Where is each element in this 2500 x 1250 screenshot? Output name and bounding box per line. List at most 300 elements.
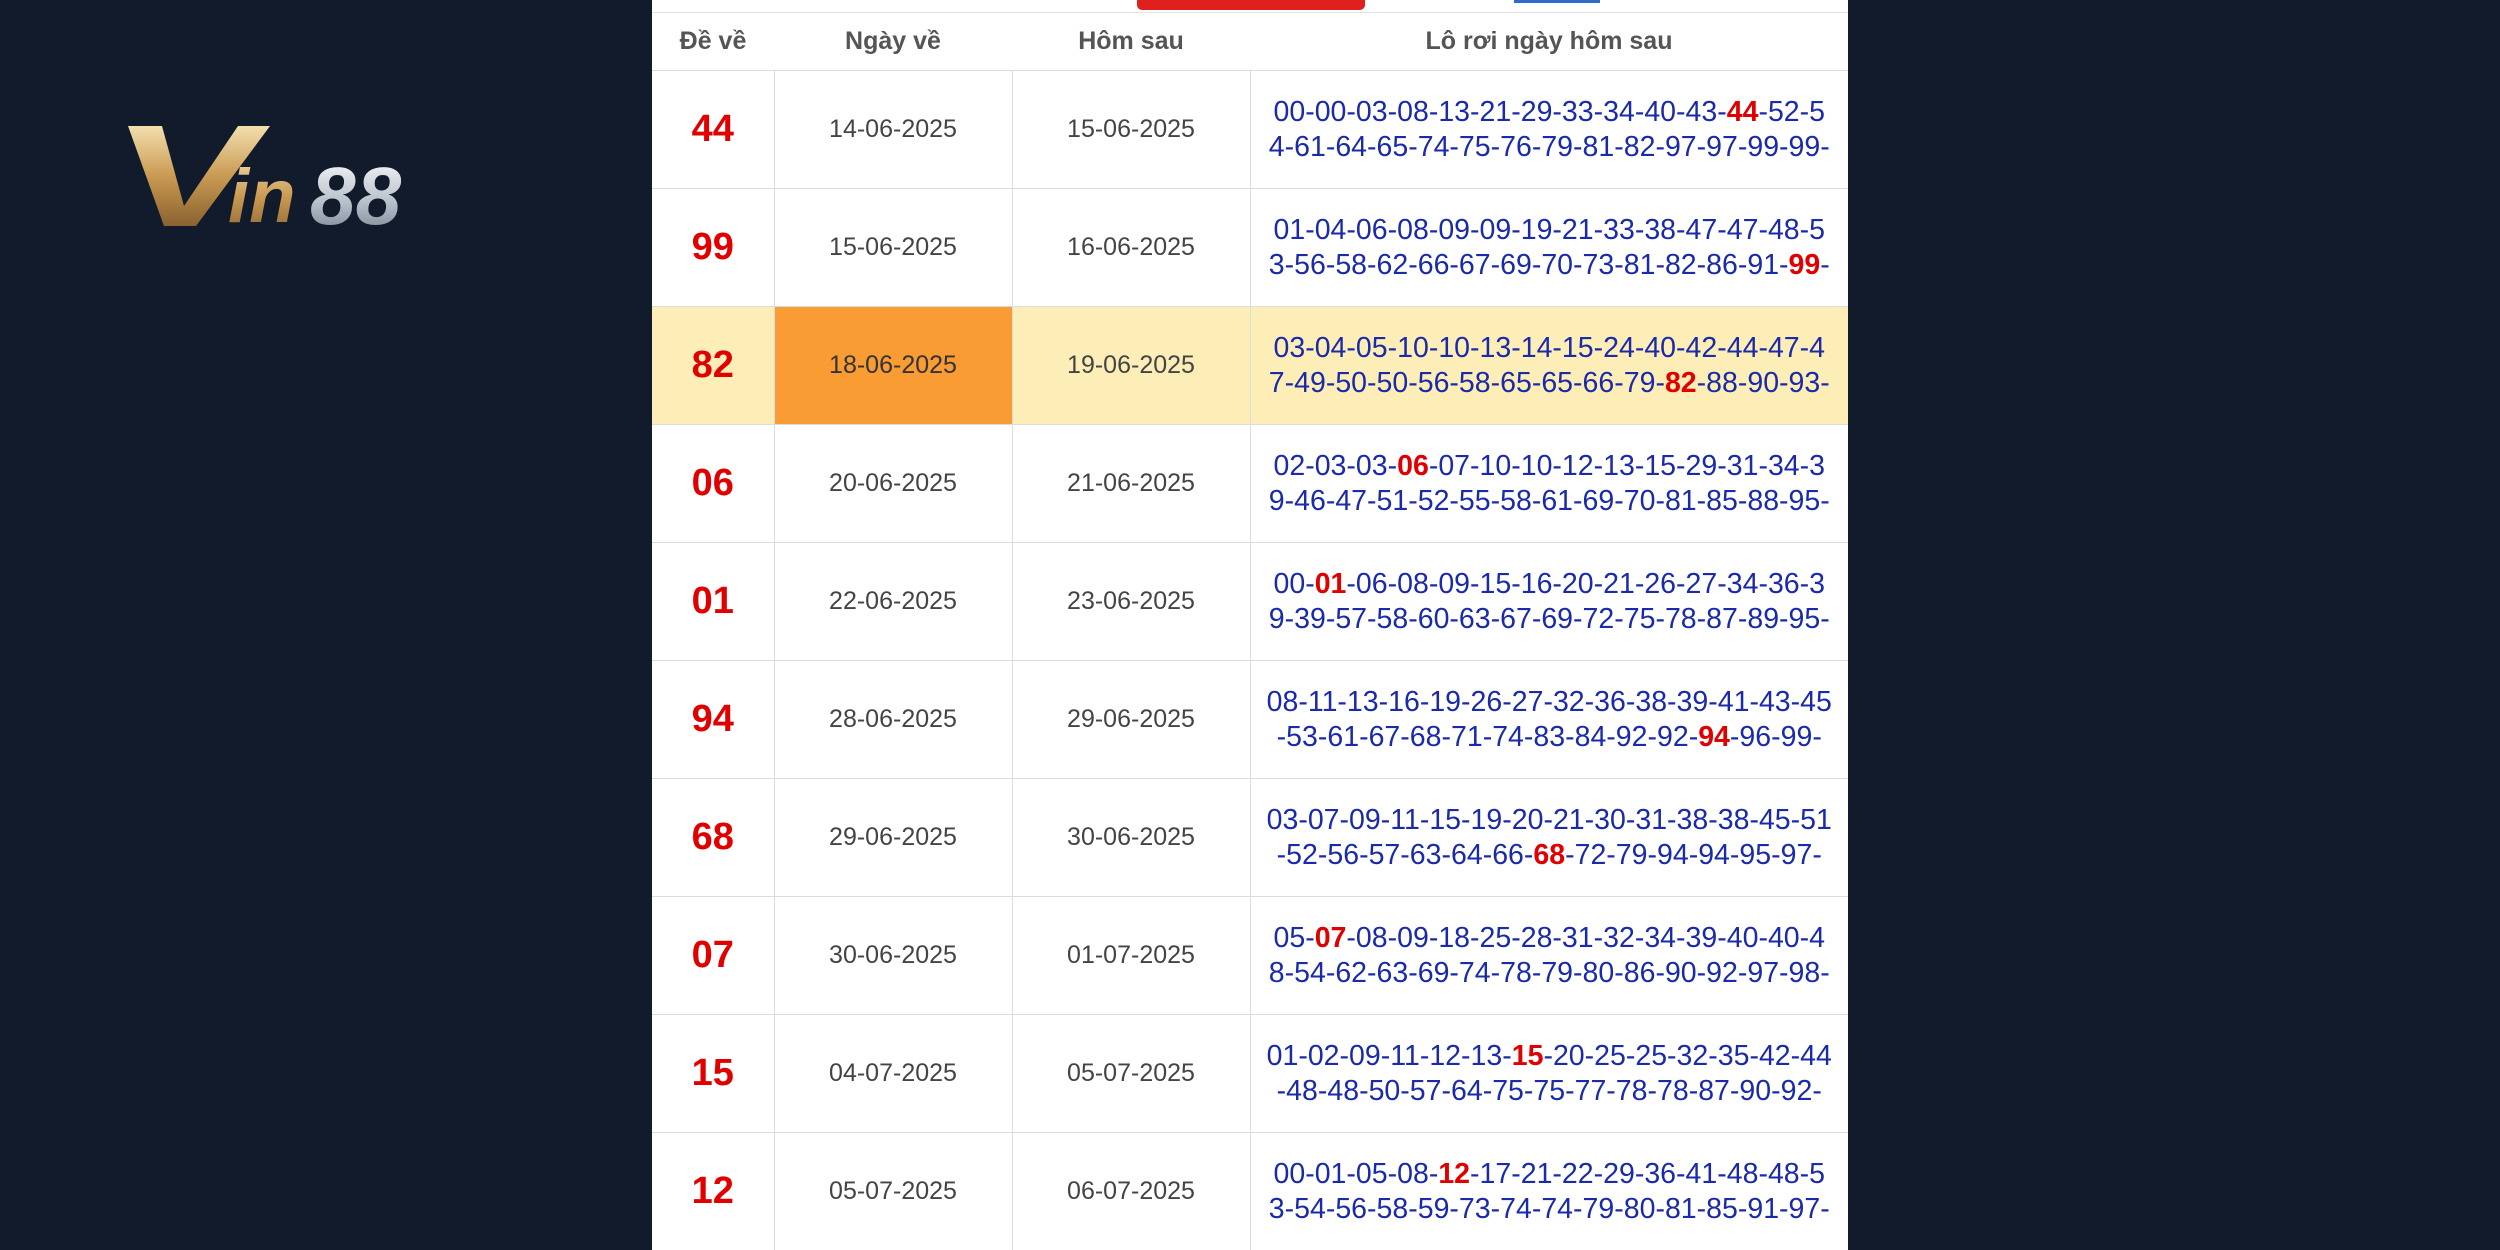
lo-number: 38 (1635, 685, 1668, 718)
lo-number: 90 (1664, 956, 1697, 989)
lo-number: 41 (1685, 1157, 1718, 1190)
lo-number: 81 (1623, 248, 1656, 281)
ngay-ve-date: 20-06-2025 (774, 425, 1012, 543)
lo-number: 57 (1335, 602, 1368, 635)
lo-number: 61 (1541, 484, 1574, 517)
lo-number: 45 (1758, 803, 1791, 836)
lo-number: 08 (1266, 685, 1299, 718)
lo-number: 29 (1685, 449, 1718, 482)
lo-number: 19 (1470, 803, 1503, 836)
lo-number: 03 (1273, 331, 1306, 364)
lo-number: 78 (1500, 956, 1532, 989)
lo-number: 67 (1458, 248, 1491, 281)
lo-number: 32 (1603, 921, 1635, 954)
lo-number: 27 (1685, 567, 1718, 600)
ngay-ve-date: 28-06-2025 (774, 661, 1012, 779)
lo-number: 10 (1397, 331, 1429, 364)
lo-number: 26 (1470, 685, 1503, 718)
lo-number: 34 (1767, 449, 1800, 482)
lo-number: 79 (1623, 366, 1656, 399)
lo-number: 34 (1603, 95, 1635, 128)
lo-number: 45 (1800, 685, 1832, 718)
de-ve-value: 68 (652, 779, 774, 897)
lo-number: 78 (1664, 602, 1697, 635)
lo-number: 35 (1717, 1039, 1750, 1072)
table-row (652, 897, 1848, 1015)
lo-number: 26 (1644, 567, 1677, 600)
lo-number: 08 (1397, 95, 1429, 128)
lo-number: 13 (1470, 1039, 1503, 1072)
lo-number: 39 (1268, 449, 1825, 517)
lo-number: 92 (1615, 720, 1648, 753)
lo-number-hit: 01 (1314, 567, 1347, 600)
lo-number: 79 (1541, 130, 1574, 163)
table-row (652, 1015, 1848, 1133)
lo-number: 50 (1368, 1074, 1401, 1107)
lo-number: 82 (1623, 130, 1656, 163)
lo-number: 15 (1644, 449, 1677, 482)
lo-number: 50 (1376, 366, 1409, 399)
hom-sau-date: 19-06-2025 (1012, 307, 1250, 425)
ngay-ve-date: 29-06-2025 (774, 779, 1012, 897)
lo-number: 09 (1349, 803, 1381, 836)
lo-number: 89 (1747, 602, 1780, 635)
lo-number: 85 (1706, 1192, 1738, 1225)
lo-number: 59 (1417, 1192, 1450, 1225)
lo-number: 71 (1450, 720, 1483, 753)
lo-number: 67 (1368, 720, 1401, 753)
lo-number: 92 (1706, 956, 1738, 989)
lo-number: 16 (1520, 567, 1553, 600)
lo-number: 69 (1582, 484, 1615, 517)
lottery-panel (652, 0, 1848, 1250)
lo-number: 51 (1800, 803, 1832, 836)
lo-number: 05 (1355, 331, 1388, 364)
lo-number: 79 (1541, 956, 1574, 989)
lo-number: 02 (1273, 449, 1306, 482)
lo-number: 80 (1623, 1192, 1656, 1225)
hom-sau-date: 15-06-2025 (1012, 71, 1250, 189)
lo-number: 70 (1623, 484, 1656, 517)
lo-number: 29 (1603, 1157, 1635, 1190)
lo-number-hit: 06 (1397, 449, 1429, 482)
lo-number: 21 (1479, 95, 1512, 128)
lo-number: 54 (1268, 95, 1825, 163)
hom-sau-date: 23-06-2025 (1012, 543, 1250, 661)
lo-number: 63 (1458, 602, 1491, 635)
lo-number: 31 (1635, 803, 1668, 836)
lo-number: 09 (1349, 1039, 1381, 1072)
de-ve-value: 12 (652, 1133, 774, 1250)
lo-number: 20 (1561, 567, 1594, 600)
lo-number: 84 (1574, 720, 1607, 753)
lo-number: 00 (1273, 95, 1306, 128)
lo-number: 99 (1747, 130, 1780, 163)
lo-number: 81 (1664, 484, 1697, 517)
lo-number: 52 (1286, 838, 1318, 871)
de-ve-value: 06 (652, 425, 774, 543)
lo-number: 65 (1541, 366, 1574, 399)
ngay-ve-date: 14-06-2025 (774, 71, 1012, 189)
lo-number: 81 (1664, 1192, 1697, 1225)
lo-roi-numbers: 03-07-09-11-15-19-20-21-30-31-38-38-45-51-52-56-57-63-64-66-68-72-79-94-94-95-97- (1250, 779, 1848, 897)
lo-number: 79 (1615, 838, 1648, 871)
lo-number: 92 (1657, 720, 1689, 753)
lo-number: 03 (1355, 95, 1388, 128)
lo-number: 32 (1676, 1039, 1709, 1072)
table-row (652, 661, 1848, 779)
lo-number: 07 (1307, 803, 1340, 836)
header-lo-roi: Lô rơi ngày hôm sau (1250, 13, 1848, 71)
lo-number: 50 (1335, 366, 1368, 399)
lo-number: 39 (1268, 567, 1825, 635)
lo-number: 36 (1767, 567, 1800, 600)
lo-number: 17 (1479, 1157, 1512, 1190)
lo-number: 49 (1294, 366, 1326, 399)
lo-number: 76 (1500, 130, 1532, 163)
lo-number: 47 (1335, 484, 1368, 517)
lo-number: 67 (1500, 602, 1532, 635)
top-tab-strip (652, 0, 1848, 12)
lo-number: 75 (1533, 1074, 1566, 1107)
lo-number: 78 (1657, 1074, 1689, 1107)
lo-number: 69 (1500, 248, 1532, 281)
lo-roi-numbers: 00-01-06-08-09-15-16-20-21-26-27-34-36-39-39-57-58-60-63-67-69-72-75-78-87-89-95- (1250, 543, 1848, 661)
lo-number: 70 (1541, 248, 1574, 281)
lo-number: 43 (1685, 95, 1718, 128)
lo-number: 42 (1758, 1039, 1791, 1072)
lo-number: 86 (1623, 956, 1656, 989)
ngay-ve-date: 05-07-2025 (774, 1133, 1012, 1250)
lo-number: 38 (1644, 213, 1677, 246)
lo-number: 00 (1273, 1157, 1306, 1190)
lo-number: 52 (1417, 484, 1450, 517)
lo-number-hit: 94 (1698, 720, 1730, 753)
lo-number-hit: 07 (1314, 921, 1347, 954)
lo-number: 32 (1552, 685, 1585, 718)
lo-number: 01 (1273, 213, 1306, 246)
lo-number-hit: 15 (1511, 1039, 1544, 1072)
table-row (652, 779, 1848, 897)
vin88-logo-letters-in: in (228, 154, 296, 238)
lo-number: 51 (1376, 484, 1409, 517)
lo-number: 79 (1582, 1192, 1615, 1225)
lo-number: 66 (1417, 248, 1450, 281)
lo-number: 63 (1409, 838, 1442, 871)
lo-number: 03 (1355, 449, 1388, 482)
lo-number: 08 (1355, 921, 1388, 954)
lo-number: 88 (1706, 366, 1738, 399)
lo-number: 34 (1644, 921, 1677, 954)
lo-roi-numbers: 00-01-05-08-12-17-21-22-29-36-41-48-48-53-54-56-58-59-73-74-74-79-80-81-85-91-97- (1250, 1133, 1848, 1250)
lo-number: 38 (1676, 803, 1709, 836)
lo-number: 73 (1458, 1192, 1491, 1225)
lo-number: 21 (1561, 213, 1594, 246)
lo-number: 58 (1335, 248, 1368, 281)
table-row (652, 543, 1848, 661)
lo-number: 61 (1327, 720, 1360, 753)
lo-number: 18 (1438, 921, 1471, 954)
de-ve-value: 15 (652, 1015, 774, 1133)
lo-number: 57 (1409, 1074, 1442, 1107)
lo-number: 55 (1458, 484, 1491, 517)
lo-number: 36 (1594, 685, 1626, 718)
lo-roi-numbers: 01-02-09-11-12-13-15-20-25-25-32-35-42-44-48-48-50-57-64-75-75-77-78-78-87-90-92- (1250, 1015, 1848, 1133)
de-ve-value: 94 (652, 661, 774, 779)
lo-number: 58 (1376, 602, 1409, 635)
de-ve-value: 99 (652, 189, 774, 307)
lo-number: 74 (1458, 956, 1491, 989)
lo-number: 82 (1664, 248, 1697, 281)
lo-number: 39 (1294, 602, 1326, 635)
lo-number: 12 (1429, 1039, 1462, 1072)
lo-number: 00 (1314, 95, 1347, 128)
lo-number: 04 (1314, 213, 1347, 246)
lo-number: 14 (1520, 331, 1553, 364)
lo-number: 13 (1438, 95, 1471, 128)
lo-number: 08 (1397, 213, 1429, 246)
lo-number: 88 (1747, 484, 1780, 517)
vin88-logo-digits: 88 (310, 151, 402, 238)
lo-number: 20 (1552, 1039, 1585, 1072)
lo-number: 54 (1294, 1192, 1326, 1225)
lo-number: 53 (1268, 1157, 1825, 1225)
lo-number: 08 (1397, 1157, 1429, 1190)
lo-number: 62 (1335, 956, 1368, 989)
lo-number: 06 (1355, 567, 1388, 600)
lo-number: 42 (1685, 331, 1718, 364)
lo-number: 69 (1417, 956, 1450, 989)
lo-number: 97 (1747, 956, 1780, 989)
lo-number: 01 (1314, 1157, 1347, 1190)
hom-sau-date: 30-06-2025 (1012, 779, 1250, 897)
lo-roi-numbers: 00-00-03-08-13-21-29-33-34-40-43-44-52-54-61-64-65-74-75-76-79-81-82-97-97-99-99- (1250, 71, 1848, 189)
lo-number: 41 (1717, 685, 1750, 718)
ngay-ve-date: 22-06-2025 (774, 543, 1012, 661)
lo-number: 09 (1479, 213, 1512, 246)
lo-number: 04 (1314, 331, 1347, 364)
lo-number: 85 (1706, 484, 1738, 517)
lo-number: 16 (1388, 685, 1420, 718)
ngay-ve-date: 30-06-2025 (774, 897, 1012, 1015)
lo-number: 80 (1582, 956, 1615, 989)
lo-number: 40 (1726, 921, 1759, 954)
lo-number: 61 (1294, 130, 1326, 163)
de-ve-value: 44 (652, 71, 774, 189)
table-row (652, 71, 1848, 189)
lo-number: 74 (1500, 1192, 1532, 1225)
lo-number: 11 (1390, 803, 1420, 836)
lo-number: 10 (1520, 449, 1553, 482)
lo-number: 74 (1541, 1192, 1574, 1225)
header-ngay-ve: Ngày về (774, 13, 1012, 71)
lo-number: 46 (1294, 484, 1326, 517)
lo-number: 09 (1438, 567, 1471, 600)
hom-sau-date: 29-06-2025 (1012, 661, 1250, 779)
lo-number: 97 (1664, 130, 1697, 163)
header-de-ve: Đề về (652, 13, 774, 71)
lo-roi-numbers: 05-07-08-09-18-25-28-31-32-34-39-40-40-48-54-62-63-69-74-78-79-80-86-90-92-97-98- (1250, 897, 1848, 1015)
lo-number: 99 (1780, 720, 1813, 753)
lo-roi-numbers: 01-04-06-08-09-09-19-21-33-38-47-47-48-53-56-58-62-66-67-69-70-73-81-82-86-91-99- (1250, 189, 1848, 307)
lo-number: 47 (1726, 213, 1759, 246)
lo-number-hit: 12 (1438, 1157, 1471, 1190)
lo-number: 73 (1582, 248, 1615, 281)
lo-number: 56 (1417, 366, 1450, 399)
lo-number: 33 (1561, 95, 1594, 128)
hom-sau-date: 16-06-2025 (1012, 189, 1250, 307)
lo-number: 95 (1739, 838, 1772, 871)
active-tab-indicator[interactable] (1137, 0, 1365, 10)
lo-number: 75 (1492, 1074, 1524, 1107)
vin88-logo-graphic (120, 118, 490, 238)
lo-number: 91 (1747, 1192, 1780, 1225)
lo-number: 11 (1307, 685, 1338, 718)
lo-number-hit: 82 (1664, 366, 1697, 399)
lo-number: 48 (1767, 1157, 1800, 1190)
lo-number: 74 (1492, 720, 1524, 753)
lo-number: 75 (1458, 130, 1491, 163)
lo-number: 25 (1635, 1039, 1668, 1072)
lo-number: 09 (1397, 921, 1429, 954)
lo-number: 64 (1450, 1074, 1483, 1107)
lo-number: 66 (1492, 838, 1524, 871)
lo-number: 63 (1376, 956, 1409, 989)
lo-number: 25 (1479, 921, 1512, 954)
lo-number: 78 (1615, 1074, 1648, 1107)
lo-number: 58 (1376, 1192, 1409, 1225)
de-ve-value: 82 (652, 307, 774, 425)
lo-number: 40 (1644, 331, 1677, 364)
lo-number: 21 (1603, 567, 1635, 600)
lo-number: 24 (1603, 331, 1635, 364)
lo-number: 58 (1458, 366, 1491, 399)
ngay-ve-date: 04-07-2025 (774, 1015, 1012, 1133)
lo-number: 19 (1520, 213, 1553, 246)
lo-number: 60 (1417, 602, 1450, 635)
lo-number-hit: 44 (1726, 95, 1759, 128)
lo-number: 33 (1603, 213, 1635, 246)
lo-number: 48 (1286, 1074, 1318, 1107)
lo-number: 53 (1286, 720, 1318, 753)
lo-number-hit: 68 (1533, 838, 1566, 871)
lo-number: 57 (1368, 838, 1401, 871)
lo-number: 39 (1676, 685, 1709, 718)
lo-number: 64 (1450, 838, 1483, 871)
lo-number: 07 (1438, 449, 1471, 482)
lo-number: 12 (1561, 449, 1594, 482)
lo-number: 77 (1574, 1074, 1607, 1107)
lo-number: 13 (1346, 685, 1379, 718)
lo-number: 97 (1706, 130, 1738, 163)
lo-roi-numbers: 08-11-13-16-19-26-27-32-36-38-39-41-43-45-53-61-67-68-71-74-83-84-92-92-94-96-99- (1250, 661, 1848, 779)
lo-number: 94 (1657, 838, 1689, 871)
lo-number: 48 (1268, 921, 1825, 989)
hom-sau-date: 06-07-2025 (1012, 1133, 1250, 1250)
lo-number: 56 (1294, 248, 1326, 281)
hom-sau-date: 21-06-2025 (1012, 425, 1250, 543)
de-ve-value: 07 (652, 897, 774, 1015)
lo-number: 34 (1726, 567, 1759, 600)
lo-number: 31 (1726, 449, 1759, 482)
ngay-ve-date: 15-06-2025 (774, 189, 1012, 307)
lo-number: 95 (1788, 602, 1821, 635)
lo-number: 29 (1520, 95, 1553, 128)
lo-number: 06 (1355, 213, 1388, 246)
lo-number: 40 (1767, 921, 1800, 954)
lo-number: 43 (1758, 685, 1791, 718)
lo-number: 05 (1355, 1157, 1388, 1190)
lo-number: 87 (1698, 1074, 1730, 1107)
lo-number: 13 (1603, 449, 1635, 482)
lo-number: 03 (1314, 449, 1347, 482)
lo-number: 69 (1541, 602, 1574, 635)
table-row (652, 307, 1848, 425)
lo-number: 90 (1739, 1074, 1772, 1107)
de-ve-value: 01 (652, 543, 774, 661)
secondary-tab-indicator[interactable] (1514, 0, 1600, 3)
lo-number: 22 (1561, 1157, 1594, 1190)
lo-number: 48 (1327, 1074, 1360, 1107)
lo-number: 87 (1706, 602, 1738, 635)
lo-number: 31 (1561, 921, 1594, 954)
lo-number: 36 (1644, 1157, 1677, 1190)
lo-number: 83 (1533, 720, 1566, 753)
lo-number: 65 (1376, 130, 1409, 163)
lo-number: 68 (1409, 720, 1442, 753)
ngay-ve-date: 18-06-2025 (774, 307, 1012, 425)
lo-number: 15 (1479, 567, 1512, 600)
lo-number: 92 (1780, 1074, 1813, 1107)
table-row (652, 189, 1848, 307)
lo-number: 21 (1520, 1157, 1553, 1190)
lo-number: 75 (1623, 602, 1656, 635)
lo-number: 40 (1644, 95, 1677, 128)
lo-number: 93 (1788, 366, 1821, 399)
lo-number: 65 (1500, 366, 1532, 399)
lo-number: 21 (1552, 803, 1585, 836)
lo-number: 10 (1479, 449, 1512, 482)
lottery-table (652, 12, 1848, 1250)
hom-sau-date: 05-07-2025 (1012, 1015, 1250, 1133)
lo-number: 47 (1268, 331, 1825, 399)
lo-number: 99 (1788, 130, 1821, 163)
lo-number: 81 (1582, 130, 1615, 163)
lo-number: 01 (1266, 1039, 1299, 1072)
lo-number: 08 (1397, 567, 1429, 600)
lo-number: 52 (1767, 95, 1800, 128)
lo-number: 09 (1438, 213, 1471, 246)
lo-number: 30 (1594, 803, 1626, 836)
lo-number: 56 (1335, 1192, 1368, 1225)
lo-number: 38 (1717, 803, 1750, 836)
lo-number: 72 (1582, 602, 1615, 635)
lo-number: 20 (1511, 803, 1544, 836)
lo-number: 47 (1685, 213, 1718, 246)
lo-number: 53 (1268, 213, 1825, 281)
lo-number: 48 (1767, 213, 1800, 246)
lo-number: 91 (1747, 248, 1780, 281)
lo-number: 28 (1520, 921, 1553, 954)
lo-number: 96 (1739, 720, 1772, 753)
hom-sau-date: 01-07-2025 (1012, 897, 1250, 1015)
lo-number: 10 (1438, 331, 1471, 364)
lo-number: 98 (1788, 956, 1821, 989)
lo-number: 44 (1800, 1039, 1832, 1072)
lo-number: 47 (1767, 331, 1800, 364)
lo-number: 25 (1594, 1039, 1626, 1072)
lo-number: 48 (1726, 1157, 1759, 1190)
